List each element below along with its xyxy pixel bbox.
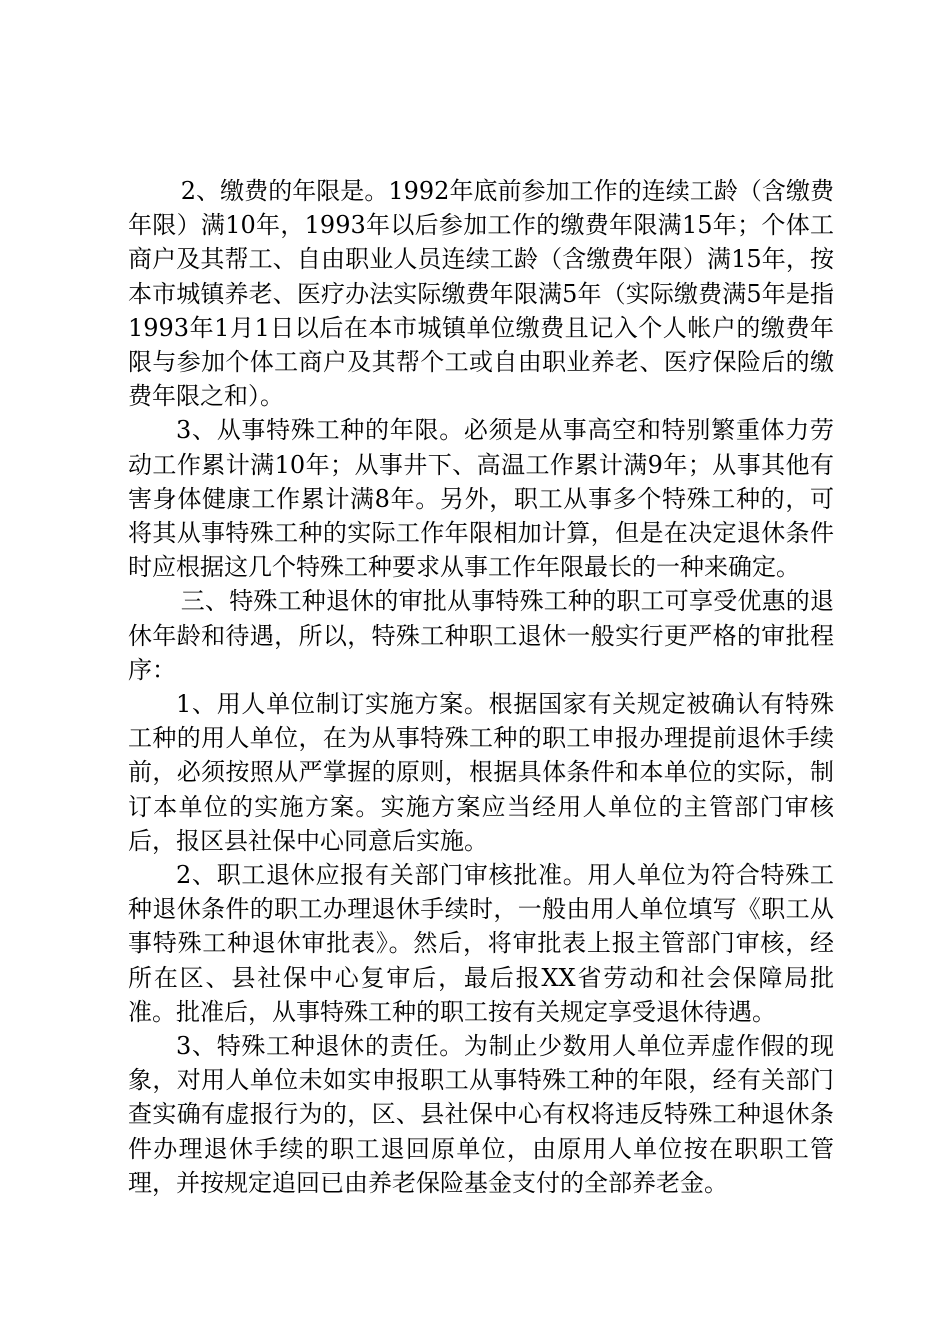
paragraph-responsibility: 3、特殊工种退休的责任。为制止少数用人单位弄虚作假的现象，对用人单位未如实申报职工从事特殊工种的年限，经有关部门查实确有虚报行为的，区、县社保中心有权将违反特殊工种退休条件办理退休手续的职工退回原单位，由原用人单位按在职职工管理，并按规定追回已由养老保险基金支付的全部养老金。 (128, 1032, 834, 1197)
paragraph-approval-procedure: 2、职工退休应报有关部门审核批准。用人单位为符合特殊工种退休条件的职工办理退休手续时，一般由用人单位填写《职工从事特殊工种退休审批表》。然后，将审批表上报主管部门审核，经所在区、县社保中心复审后，最后报XX省劳动和社会保障局批准。批准后，从事特殊工种的职工按有关规定享受退休待遇。 (128, 861, 834, 1026)
paragraph-approval-section: 三、特殊工种退休的审批从事特殊工种的职工可享受优惠的退休年龄和待遇，所以，特殊工种职工退休一般实行更严格的审批程序： (128, 587, 834, 684)
paragraph-implementation-plan: 1、用人单位制订实施方案。根据国家有关规定被确认有特殊工种的用人单位，在为从事特殊工种的职工申报办理提前退休手续前，必须按照从严掌握的原则，根据具体条件和本单位的实际，制订本单位的实施方案。实施方案应当经用人单位的主管部门审核后，报区县社保中心同意后实施。 (128, 690, 834, 855)
paragraph-special-work-years: 3、从事特殊工种的年限。必须是从事高空和特别繁重体力劳动工作累计满10年；从事井下、高温工作累计满9年；从事其他有害身体健康工作累计满8年。另外，职工从事多个特殊工种的，可将其从事特殊工种的实际工作年限相加计算，但是在决定退休条件时应根据这几个特殊工种要求从事工作年限最长的一种来确定。 (128, 416, 834, 582)
paragraph-contribution-years: 2、缴费的年限是。1992年底前参加工作的连续工龄（含缴费年限）满10年，1993年以后参加工作的缴费年限满15年；个体工商户及其帮工、自由职业人员连续工龄（含缴费年限）满15年，按本市城镇养老、医疗办法实际缴费年限满5年（实际缴费满5年是指1993年1月1日以后在本市城镇单位缴费且记入个人帐户的缴费年限与参加个体工商户及其帮个工或自由职业养老、医疗保险后的缴费年限之和）。 (128, 177, 834, 411)
document-body (128, 174, 834, 1200)
